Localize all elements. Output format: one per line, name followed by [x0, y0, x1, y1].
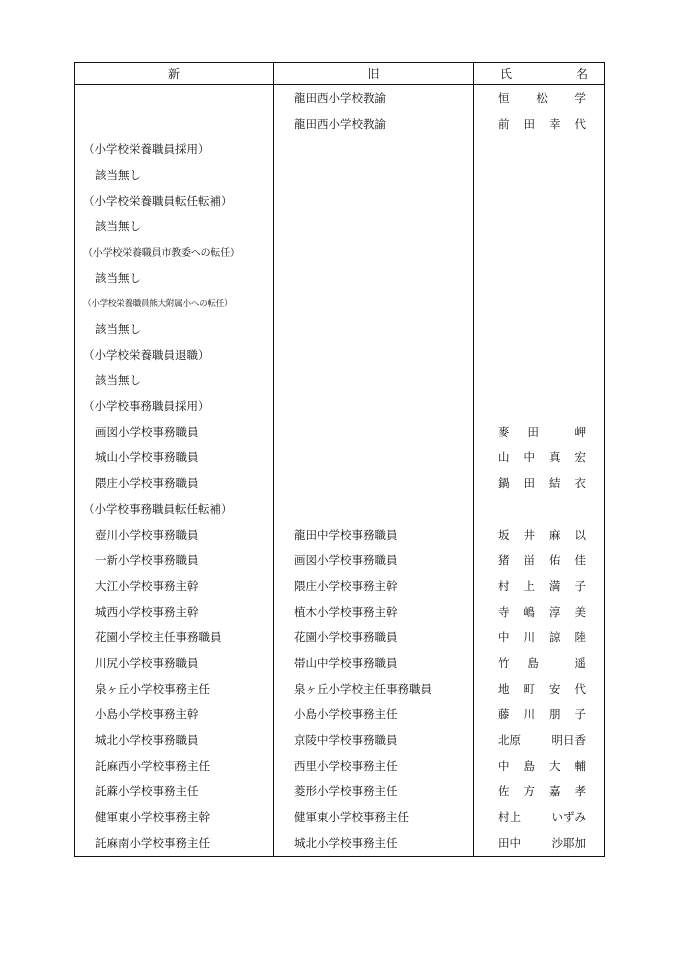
person-name	[474, 830, 604, 856]
person-name	[474, 470, 604, 496]
name-part: 美	[574, 604, 586, 619]
person-name	[474, 393, 604, 419]
section-heading: （小学校栄養職員転任転補）	[75, 188, 274, 214]
new-position: 一新小学校事務職員	[75, 547, 274, 573]
old-position: 龍田西小学校教諭	[274, 111, 474, 137]
person-name	[474, 496, 604, 522]
old-position: 小島小学校事務主任	[274, 702, 474, 728]
name-part: 佑	[549, 553, 561, 568]
name-part: 岬	[574, 424, 586, 439]
name-part: 畄	[523, 553, 535, 568]
name-part: 田	[523, 476, 535, 491]
table-row	[75, 830, 604, 856]
name-part: 竹	[498, 655, 510, 670]
person-name	[474, 624, 604, 650]
name-part: 孝	[574, 784, 586, 799]
name-part: 坂	[498, 527, 510, 542]
new-position: 壺川小学校事務職員	[75, 522, 274, 548]
name-part: 明日香	[551, 733, 586, 748]
person-name	[474, 188, 604, 214]
table-row	[75, 779, 604, 805]
old-position: 隈庄小学校事務主幹	[274, 573, 474, 599]
name-part: 村上	[498, 810, 521, 825]
new-position: 城北小学校事務職員	[75, 727, 274, 753]
person-name	[474, 419, 604, 445]
old-position	[274, 213, 474, 239]
table-row	[75, 547, 604, 573]
name-part: 麥	[498, 424, 510, 439]
table-row	[75, 727, 604, 753]
old-position	[274, 393, 474, 419]
name-part: 以	[574, 527, 586, 542]
old-position	[274, 136, 474, 162]
person-name	[474, 779, 604, 805]
old-position: 画図小学校事務職員	[274, 547, 474, 573]
table-row	[75, 650, 604, 676]
name-part: 町	[523, 681, 535, 696]
header-new: 新	[75, 63, 274, 84]
old-position: 帯山中学校事務職員	[274, 650, 474, 676]
name-part: 嘉	[549, 784, 561, 799]
person-name	[474, 753, 604, 779]
name-part: 井	[523, 527, 535, 542]
table-row	[75, 368, 604, 394]
person-name	[474, 445, 604, 471]
name-part: 藤	[498, 707, 510, 722]
old-position: 龍田西小学校教諭	[274, 85, 474, 111]
old-position	[274, 368, 474, 394]
person-name	[474, 85, 604, 111]
table-row	[75, 316, 604, 342]
name-part: 地	[498, 681, 510, 696]
name-part: 遥	[574, 655, 586, 670]
name-part: 中	[523, 450, 535, 465]
name-part: 輔	[574, 758, 586, 773]
table-row	[75, 702, 604, 728]
name-part: 嶋	[523, 604, 535, 619]
old-position: 城北小学校事務主任	[274, 830, 474, 856]
name-part: 前	[498, 116, 510, 131]
name-part: 川	[523, 707, 535, 722]
name-part: 宏	[574, 450, 586, 465]
new-position	[75, 111, 274, 137]
old-position	[274, 162, 474, 188]
section-heading: （小学校事務職員転任転補）	[75, 496, 274, 522]
name-part: 中	[498, 630, 510, 645]
section-heading: （小学校栄養職員退職）	[75, 342, 274, 368]
name-part: 結	[549, 476, 561, 491]
table-row	[75, 804, 604, 830]
person-name	[474, 213, 604, 239]
old-position	[274, 239, 474, 265]
section-row	[75, 239, 604, 265]
name-part: 真	[549, 450, 561, 465]
person-name	[474, 111, 604, 137]
table-row	[75, 624, 604, 650]
name-part: 田	[527, 424, 539, 439]
table-row	[75, 753, 604, 779]
name-part: 満	[549, 578, 561, 593]
old-position	[274, 445, 474, 471]
table-header	[75, 63, 604, 85]
name-part: 寺	[498, 604, 510, 619]
new-position: 該当無し	[75, 316, 274, 342]
name-part: 上	[523, 578, 535, 593]
table-row	[75, 676, 604, 702]
section-row	[75, 496, 604, 522]
old-position	[274, 316, 474, 342]
old-position: 菱形小学校事務主任	[274, 779, 474, 805]
table-row	[75, 419, 604, 445]
new-position	[75, 85, 274, 111]
person-name	[474, 239, 604, 265]
table-body	[75, 85, 604, 856]
name-part: 島	[527, 655, 539, 670]
new-position: 大江小学校事務主幹	[75, 573, 274, 599]
name-part: 沙耶加	[551, 835, 586, 850]
name-part: 安	[549, 681, 561, 696]
new-position: 泉ヶ丘小学校事務主任	[75, 676, 274, 702]
old-position: 植木小学校事務主幹	[274, 599, 474, 625]
new-position: 川尻小学校事務職員	[75, 650, 274, 676]
old-position	[274, 470, 474, 496]
section-row	[75, 342, 604, 368]
old-position: 龍田中学校事務職員	[274, 522, 474, 548]
table-row	[75, 470, 604, 496]
section-row	[75, 188, 604, 214]
new-position: 小島小学校事務主幹	[75, 702, 274, 728]
table-row	[75, 265, 604, 291]
table-row	[75, 111, 604, 137]
section-heading: （小学校栄養職員市教委への転任）	[75, 239, 274, 265]
person-name	[474, 599, 604, 625]
new-position: 花園小学校主任事務職員	[75, 624, 274, 650]
old-position: 京陵中学校事務職員	[274, 727, 474, 753]
old-position: 泉ヶ丘小学校主任事務職員	[274, 676, 474, 702]
person-name	[474, 650, 604, 676]
section-heading: （小学校栄養職員熊大附属小への転任）	[75, 291, 274, 317]
name-part: 村	[498, 578, 510, 593]
name-part: 猪	[498, 553, 510, 568]
person-name	[474, 676, 604, 702]
new-position: 託麻西小学校事務主任	[75, 753, 274, 779]
person-name	[474, 522, 604, 548]
name-part: 幸	[549, 116, 561, 131]
name-part: 川	[523, 630, 535, 645]
new-position: 健軍東小学校事務主幹	[75, 804, 274, 830]
new-position: 託蔴小学校事務主任	[75, 779, 274, 805]
name-part: 佐	[498, 784, 510, 799]
old-position: 花園小学校事務職員	[274, 624, 474, 650]
name-part: 中	[498, 758, 510, 773]
section-row	[75, 393, 604, 419]
name-part: 鍋	[498, 476, 510, 491]
old-position	[274, 496, 474, 522]
old-position: 西里小学校事務主任	[274, 753, 474, 779]
person-name	[474, 265, 604, 291]
table-row	[75, 522, 604, 548]
new-position: 城山小学校事務職員	[75, 445, 274, 471]
person-name	[474, 291, 604, 317]
person-name	[474, 804, 604, 830]
person-name	[474, 727, 604, 753]
person-name	[474, 162, 604, 188]
name-part: 田中	[498, 835, 521, 850]
name-part: 麻	[549, 527, 561, 542]
name-part: 代	[574, 681, 586, 696]
section-row	[75, 136, 604, 162]
name-part: 淳	[549, 604, 561, 619]
name-part: 諒	[549, 630, 561, 645]
name-part: 田	[523, 116, 535, 131]
header-name	[474, 63, 604, 84]
person-name	[474, 573, 604, 599]
new-position: 該当無し	[75, 162, 274, 188]
table-row	[75, 599, 604, 625]
name-part: 北原	[498, 733, 521, 748]
new-position: 画図小学校事務職員	[75, 419, 274, 445]
table-row	[75, 162, 604, 188]
person-name	[474, 316, 604, 342]
person-name	[474, 136, 604, 162]
person-name	[474, 368, 604, 394]
header-name-a: 氏	[500, 67, 513, 81]
name-part: 佳	[574, 553, 586, 568]
personnel-table	[74, 62, 605, 857]
old-position	[274, 342, 474, 368]
new-position: 託麻南小学校事務主任	[75, 830, 274, 856]
table-row	[75, 573, 604, 599]
name-part: 松	[536, 90, 548, 105]
section-heading: （小学校栄養職員採用）	[75, 136, 274, 162]
name-part: 朋	[549, 707, 561, 722]
new-position: 該当無し	[75, 265, 274, 291]
old-position	[274, 188, 474, 214]
name-part: 大	[549, 758, 561, 773]
name-part: 子	[574, 578, 586, 593]
new-position: 該当無し	[75, 368, 274, 394]
old-position	[274, 265, 474, 291]
header-name-b: 名	[575, 67, 588, 81]
person-name	[474, 702, 604, 728]
old-position	[274, 419, 474, 445]
name-part: 子	[574, 707, 586, 722]
name-part: 山	[498, 450, 510, 465]
new-position: 該当無し	[75, 213, 274, 239]
header-old: 旧	[274, 63, 474, 84]
table-row	[75, 445, 604, 471]
name-part: 衣	[574, 476, 586, 491]
name-part: 恒	[498, 90, 510, 105]
old-position	[274, 291, 474, 317]
section-row	[75, 291, 604, 317]
person-name	[474, 342, 604, 368]
old-position: 健軍東小学校事務主任	[274, 804, 474, 830]
name-part: 陸	[574, 630, 586, 645]
section-heading: （小学校事務職員採用）	[75, 393, 274, 419]
name-part: いずみ	[551, 810, 586, 825]
name-part: 代	[574, 116, 586, 131]
new-position: 隈庄小学校事務職員	[75, 470, 274, 496]
name-part: 学	[574, 90, 586, 105]
name-part: 方	[523, 784, 535, 799]
table-row	[75, 213, 604, 239]
name-part: 島	[523, 758, 535, 773]
person-name	[474, 547, 604, 573]
new-position: 城西小学校事務主幹	[75, 599, 274, 625]
table-row	[75, 85, 604, 111]
